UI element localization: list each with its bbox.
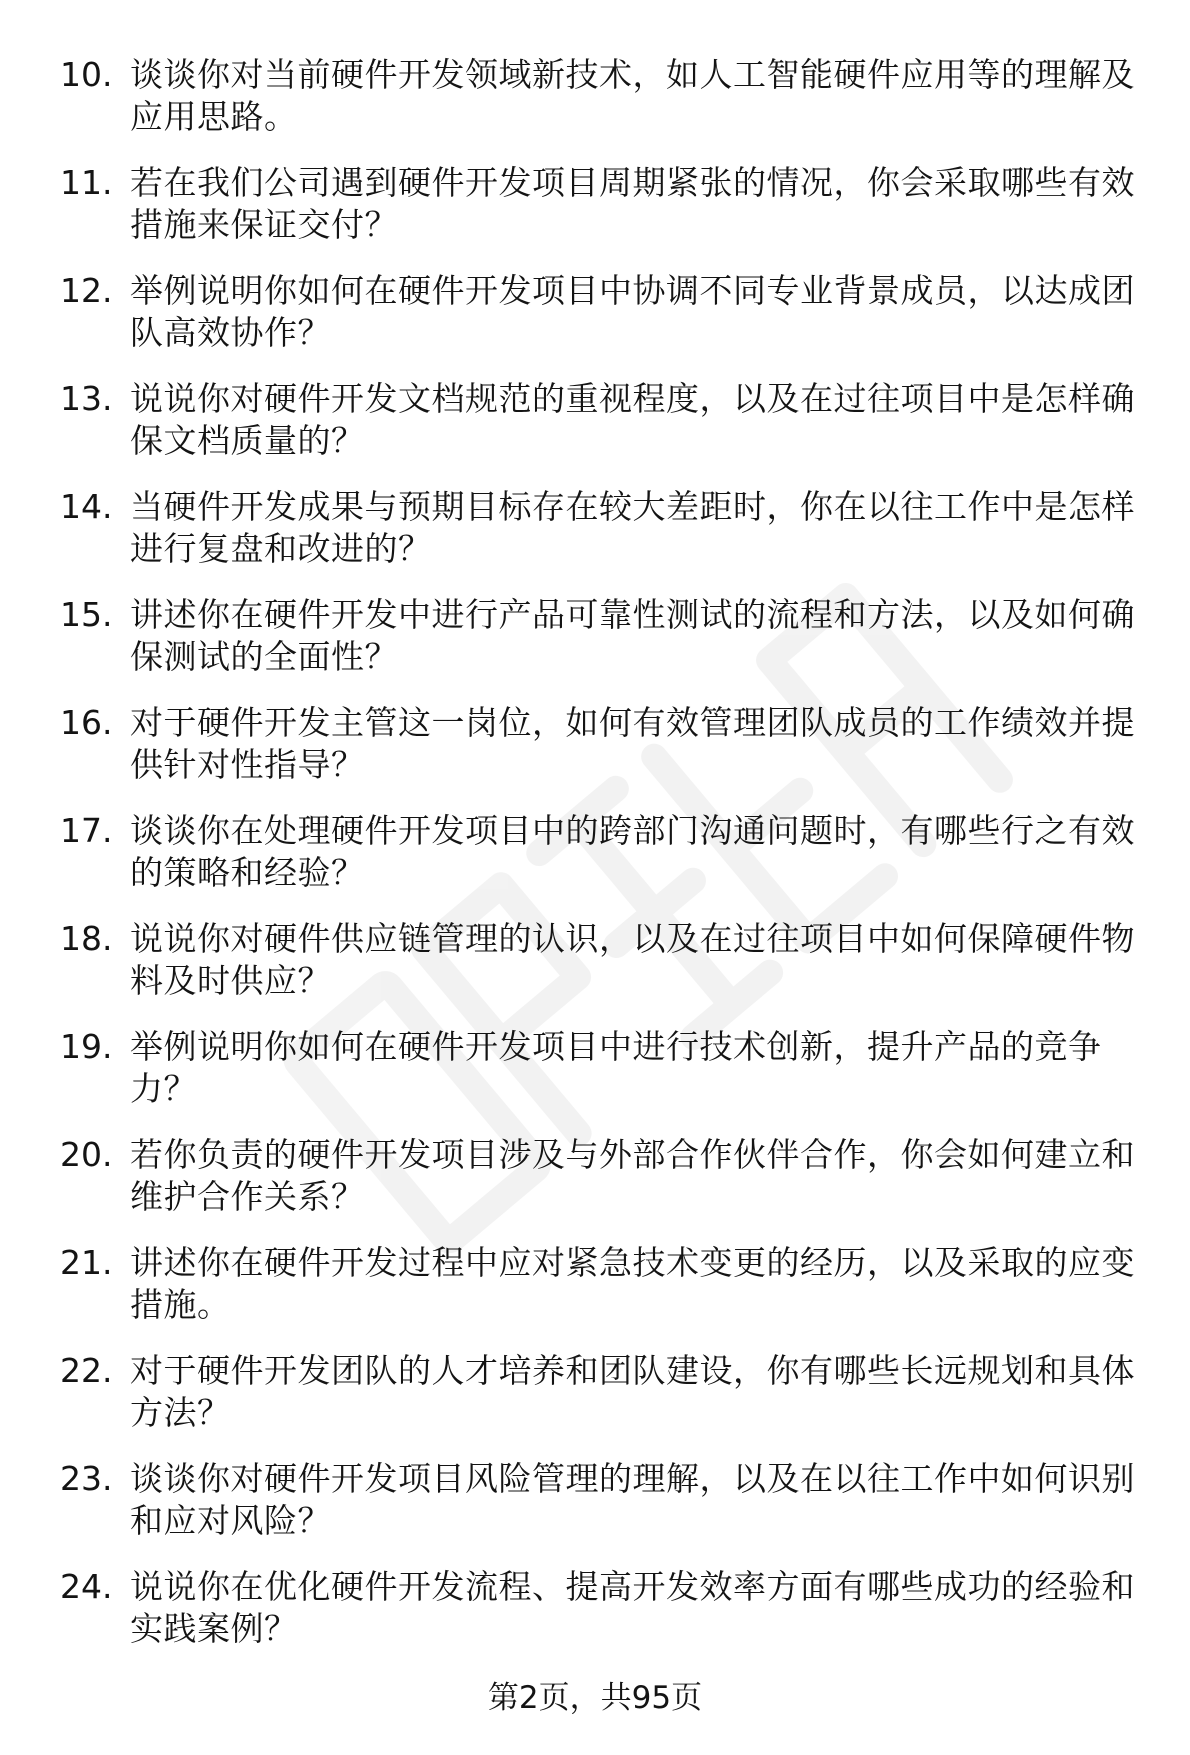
page-indicator: 第2页，共95页: [487, 1680, 703, 1716]
question-text: 举例说明你如何在硬件开发项目中进行技术创新，提升产品的竞争力？: [130, 1027, 1102, 1108]
question-item: [60, 1346, 1150, 1454]
question-text: 对于硬件开发主管这一岗位，如何有效管理团队成员的工作绩效并提供针对性指导？: [130, 703, 1135, 784]
question-text: 谈谈你对当前硬件开发领域新技术，如人工智能硬件应用等的理解及应用思路。: [130, 55, 1135, 136]
question-number: 17.: [60, 811, 113, 850]
question-text: 若在我们公司遇到硬件开发项目周期紧张的情况，你会采取哪些有效措施来保证交付？: [130, 163, 1135, 244]
question-list: [60, 50, 1150, 1670]
question-text: 对于硬件开发团队的人才培养和团队建设，你有哪些长远规划和具体方法？: [130, 1351, 1135, 1432]
question-item: [60, 1454, 1150, 1562]
question-number: 10.: [60, 55, 113, 94]
question-item: [60, 50, 1150, 158]
question-item: [60, 590, 1150, 698]
question-number: 21.: [60, 1243, 113, 1282]
question-text: 说说你对硬件供应链管理的认识，以及在过往项目中如何保障硬件物料及时供应？: [130, 919, 1135, 1000]
question-item: [60, 482, 1150, 590]
question-text: 说说你对硬件开发文档规范的重视程度，以及在过往项目中是怎样确保文档质量的？: [130, 379, 1135, 460]
question-text: 讲述你在硬件开发过程中应对紧急技术变更的经历，以及采取的应变措施。: [130, 1243, 1135, 1324]
question-item: [60, 914, 1150, 1022]
question-text: 举例说明你如何在硬件开发项目中协调不同专业背景成员，以达成团队高效协作？: [130, 271, 1135, 352]
question-number: 23.: [60, 1459, 113, 1498]
question-number: 16.: [60, 703, 113, 742]
question-number: 15.: [60, 595, 113, 634]
question-number: 19.: [60, 1027, 113, 1066]
question-number: 14.: [60, 487, 113, 526]
question-item: [60, 1130, 1150, 1238]
question-text: 当硬件开发成果与预期目标存在较大差距时，你在以往工作中是怎样进行复盘和改进的？: [130, 487, 1135, 568]
question-text: 说说你在优化硬件开发流程、提高开发效率方面有哪些成功的经验和实践案例？: [130, 1567, 1135, 1648]
question-item: [60, 158, 1150, 266]
question-item: [60, 374, 1150, 482]
question-text: 谈谈你在处理硬件开发项目中的跨部门沟通问题时，有哪些行之有效的策略和经验？: [130, 811, 1135, 892]
question-number: 18.: [60, 919, 113, 958]
question-number: 12.: [60, 271, 113, 310]
question-item: [60, 806, 1150, 914]
question-number: 20.: [60, 1135, 113, 1174]
question-text: 谈谈你对硬件开发项目风险管理的理解，以及在以往工作中如何识别和应对风险？: [130, 1459, 1135, 1540]
question-item: [60, 1022, 1150, 1130]
question-item: [60, 698, 1150, 806]
question-number: 24.: [60, 1567, 113, 1606]
question-item: [60, 266, 1150, 374]
question-number: 22.: [60, 1351, 113, 1390]
question-text: 讲述你在硬件开发中进行产品可靠性测试的流程和方法，以及如何确保测试的全面性？: [130, 595, 1135, 676]
question-item: [60, 1562, 1150, 1670]
question-number: 13.: [60, 379, 113, 418]
question-text: 若你负责的硬件开发项目涉及与外部合作伙伴合作，你会如何建立和维护合作关系？: [130, 1135, 1135, 1216]
question-number: 11.: [60, 163, 113, 202]
question-item: [60, 1238, 1150, 1346]
